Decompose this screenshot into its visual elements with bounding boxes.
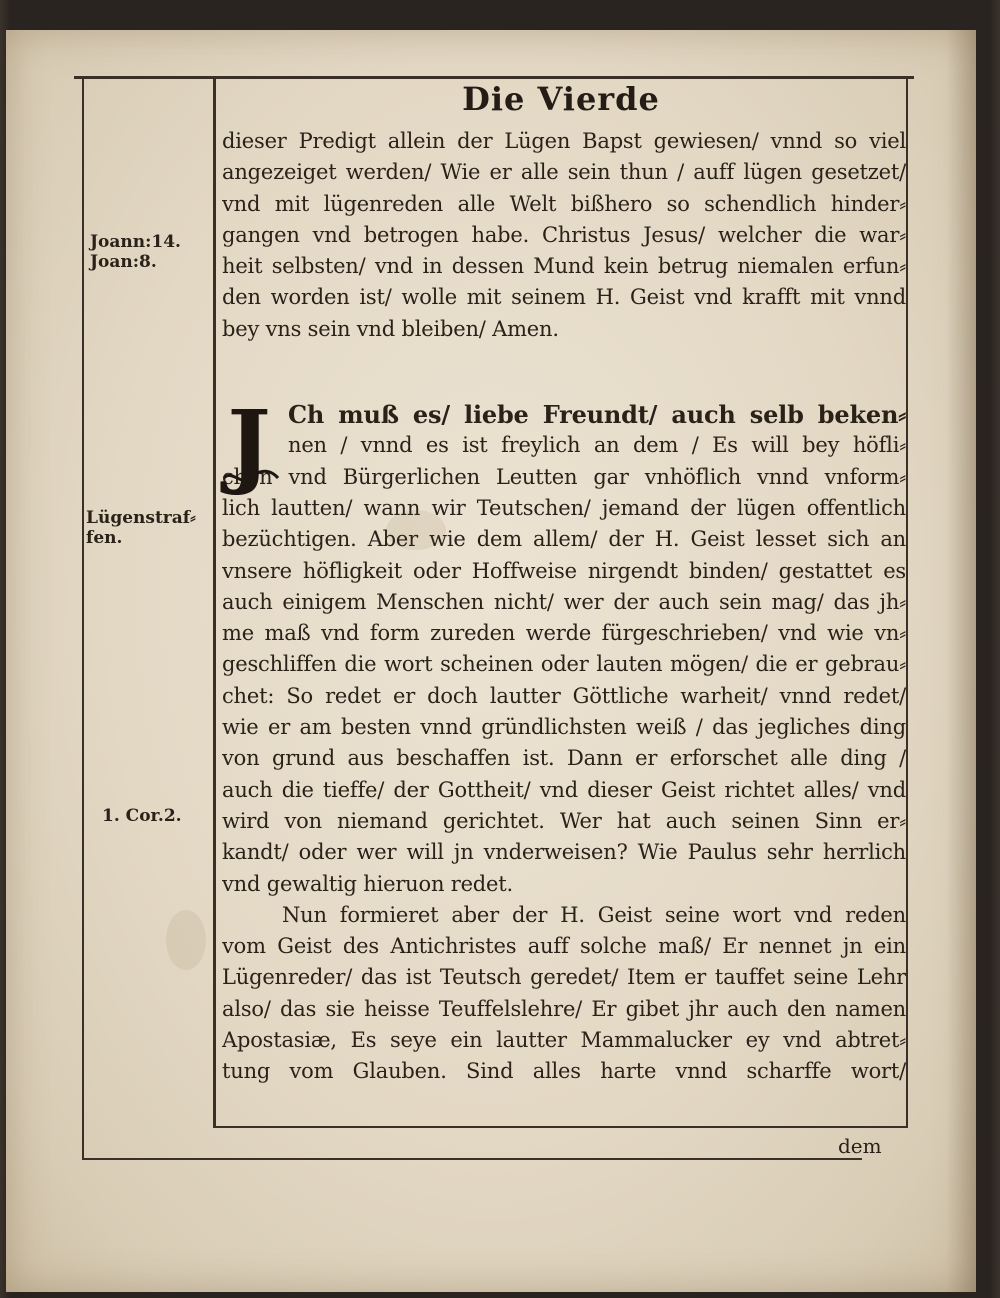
text-line: von grund aus beschaffen ist. Dann er erforschet alle ding / xyxy=(222,746,906,771)
paragraph-3 xyxy=(222,900,906,1088)
text-line: Lügenreder/ das ist Teutsch geredet/ Item er tauffet seine Lehr xyxy=(222,965,906,990)
text-line: dieser Predigt allein der Lügen Bapst gewiesen/ vnnd so viel xyxy=(222,129,906,153)
paragraph-gap xyxy=(222,377,906,399)
margin-note-line: Joan:8. xyxy=(90,252,157,272)
text-line: chen vnd Bürgerlichen Leutten gar vnhöflich vnnd vnform⸗ xyxy=(222,464,906,489)
text-line: nen / vnnd es ist freylich an dem / Es will bey höfli⸗ xyxy=(288,433,906,458)
frame-rule-top xyxy=(74,76,914,79)
margin-note-cor xyxy=(102,806,182,826)
frame-rule-text-bottom xyxy=(216,1126,908,1128)
frame-rule-right xyxy=(906,78,908,1128)
frame-rule-bottom xyxy=(82,1158,862,1160)
text-line: heit selbsten/ vnd in dessen Mund kein betrug niemalen erfun⸗ xyxy=(222,254,906,279)
text-line: geschliffen die wort scheinen oder lauten mögen/ die er gebrau⸗ xyxy=(222,652,906,677)
paper-stain xyxy=(166,910,206,970)
text-line: me maß vnd form zureden werde fürgeschrieben/ vnd wie vn⸗ xyxy=(222,621,906,646)
text-line: tung vom Glauben. Sind alles harte vnnd scharffe wort/ xyxy=(222,1059,906,1084)
margin-note-line: Lügenstraf⸗ xyxy=(86,508,196,528)
text-line: Nun formieret aber der H. Geist seine wort vnd reden xyxy=(282,902,906,927)
margin-note-joann xyxy=(90,232,181,272)
running-head: Die Vierde xyxy=(462,80,660,118)
drop-cap-flourish-icon xyxy=(222,469,280,487)
text-line: Ch muß es/ liebe Freundt/ auch selb beken⸗ xyxy=(288,400,906,430)
main-text xyxy=(222,126,906,1088)
text-line: chet: So redet er doch lautter Göttliche warheit/ vnnd redet/ xyxy=(222,683,906,708)
text-line: bezüchtigen. Aber wie dem allem/ der H. Geist lesset sich an xyxy=(222,527,906,552)
margin-note-line: Joann:14. xyxy=(90,232,181,252)
catchword: dem xyxy=(838,1134,882,1158)
text-line: wie er am besten vnnd gründlichsten weiß / das jegliches ding xyxy=(222,715,906,740)
text-line: vnsere höfligkeit oder Hoffweise nirgendt binden/ gestattet es xyxy=(222,558,906,583)
text-line: auch die tieffe/ der Gottheit/ vnd dieser Geist richtet alles/ vnd xyxy=(222,777,906,802)
page-edge-shadow xyxy=(946,30,976,1292)
text-line: gangen vnd betrogen habe. Christus Jesus/ welcher die war⸗ xyxy=(222,222,906,247)
text-line: bey vns sein vnd bleiben/ Amen. xyxy=(222,316,559,341)
text-line: kandt/ oder wer will jn vnderweisen? Wie Paulus sehr herrlich xyxy=(222,840,906,865)
drop-cap-initial: J xyxy=(227,390,271,499)
text-line: vom Geist des Antichristes auff solche maß/ Er nennet jn ein xyxy=(222,934,906,959)
frame-rule-margin xyxy=(213,78,216,1128)
paragraph-gap xyxy=(222,345,906,377)
text-line: lich lautten/ wann wir Teutschen/ jemand der lügen offentlich xyxy=(222,495,906,520)
margin-note-line: fen. xyxy=(86,528,123,548)
text-line: vnd mit lügenreden alle Welt bißhero so schendlich hinder⸗ xyxy=(222,191,906,216)
text-line: wird von niemand gerichtet. Wer hat auch seinen Sinn er⸗ xyxy=(222,808,906,833)
paragraph-2 xyxy=(222,390,906,900)
text-line: Apostasiæ, Es seye ein lautter Mammalucker ey vnd abtret⸗ xyxy=(222,1028,906,1053)
paragraph-1 xyxy=(222,126,906,345)
text-line: angezeiget werden/ Wie er alle sein thun / auff lügen gesetzet/ xyxy=(222,160,906,185)
frame-rule-left xyxy=(82,78,84,1160)
margin-note-luegenstrafen xyxy=(86,508,196,548)
text-line: also/ das sie heisse Teuffelslehre/ Er gibet jhr auch den namen xyxy=(222,996,906,1021)
text-line: den worden ist/ wolle mit seinem H. Geist vnd krafft mit vnnd xyxy=(222,285,906,310)
margin-note-line: 1. Cor.2. xyxy=(102,806,182,826)
text-line: auch einigem Menschen nicht/ wer der auch sein mag/ das jh⸗ xyxy=(222,589,906,614)
text-line: vnd gewaltig hieruon redet. xyxy=(222,871,513,896)
